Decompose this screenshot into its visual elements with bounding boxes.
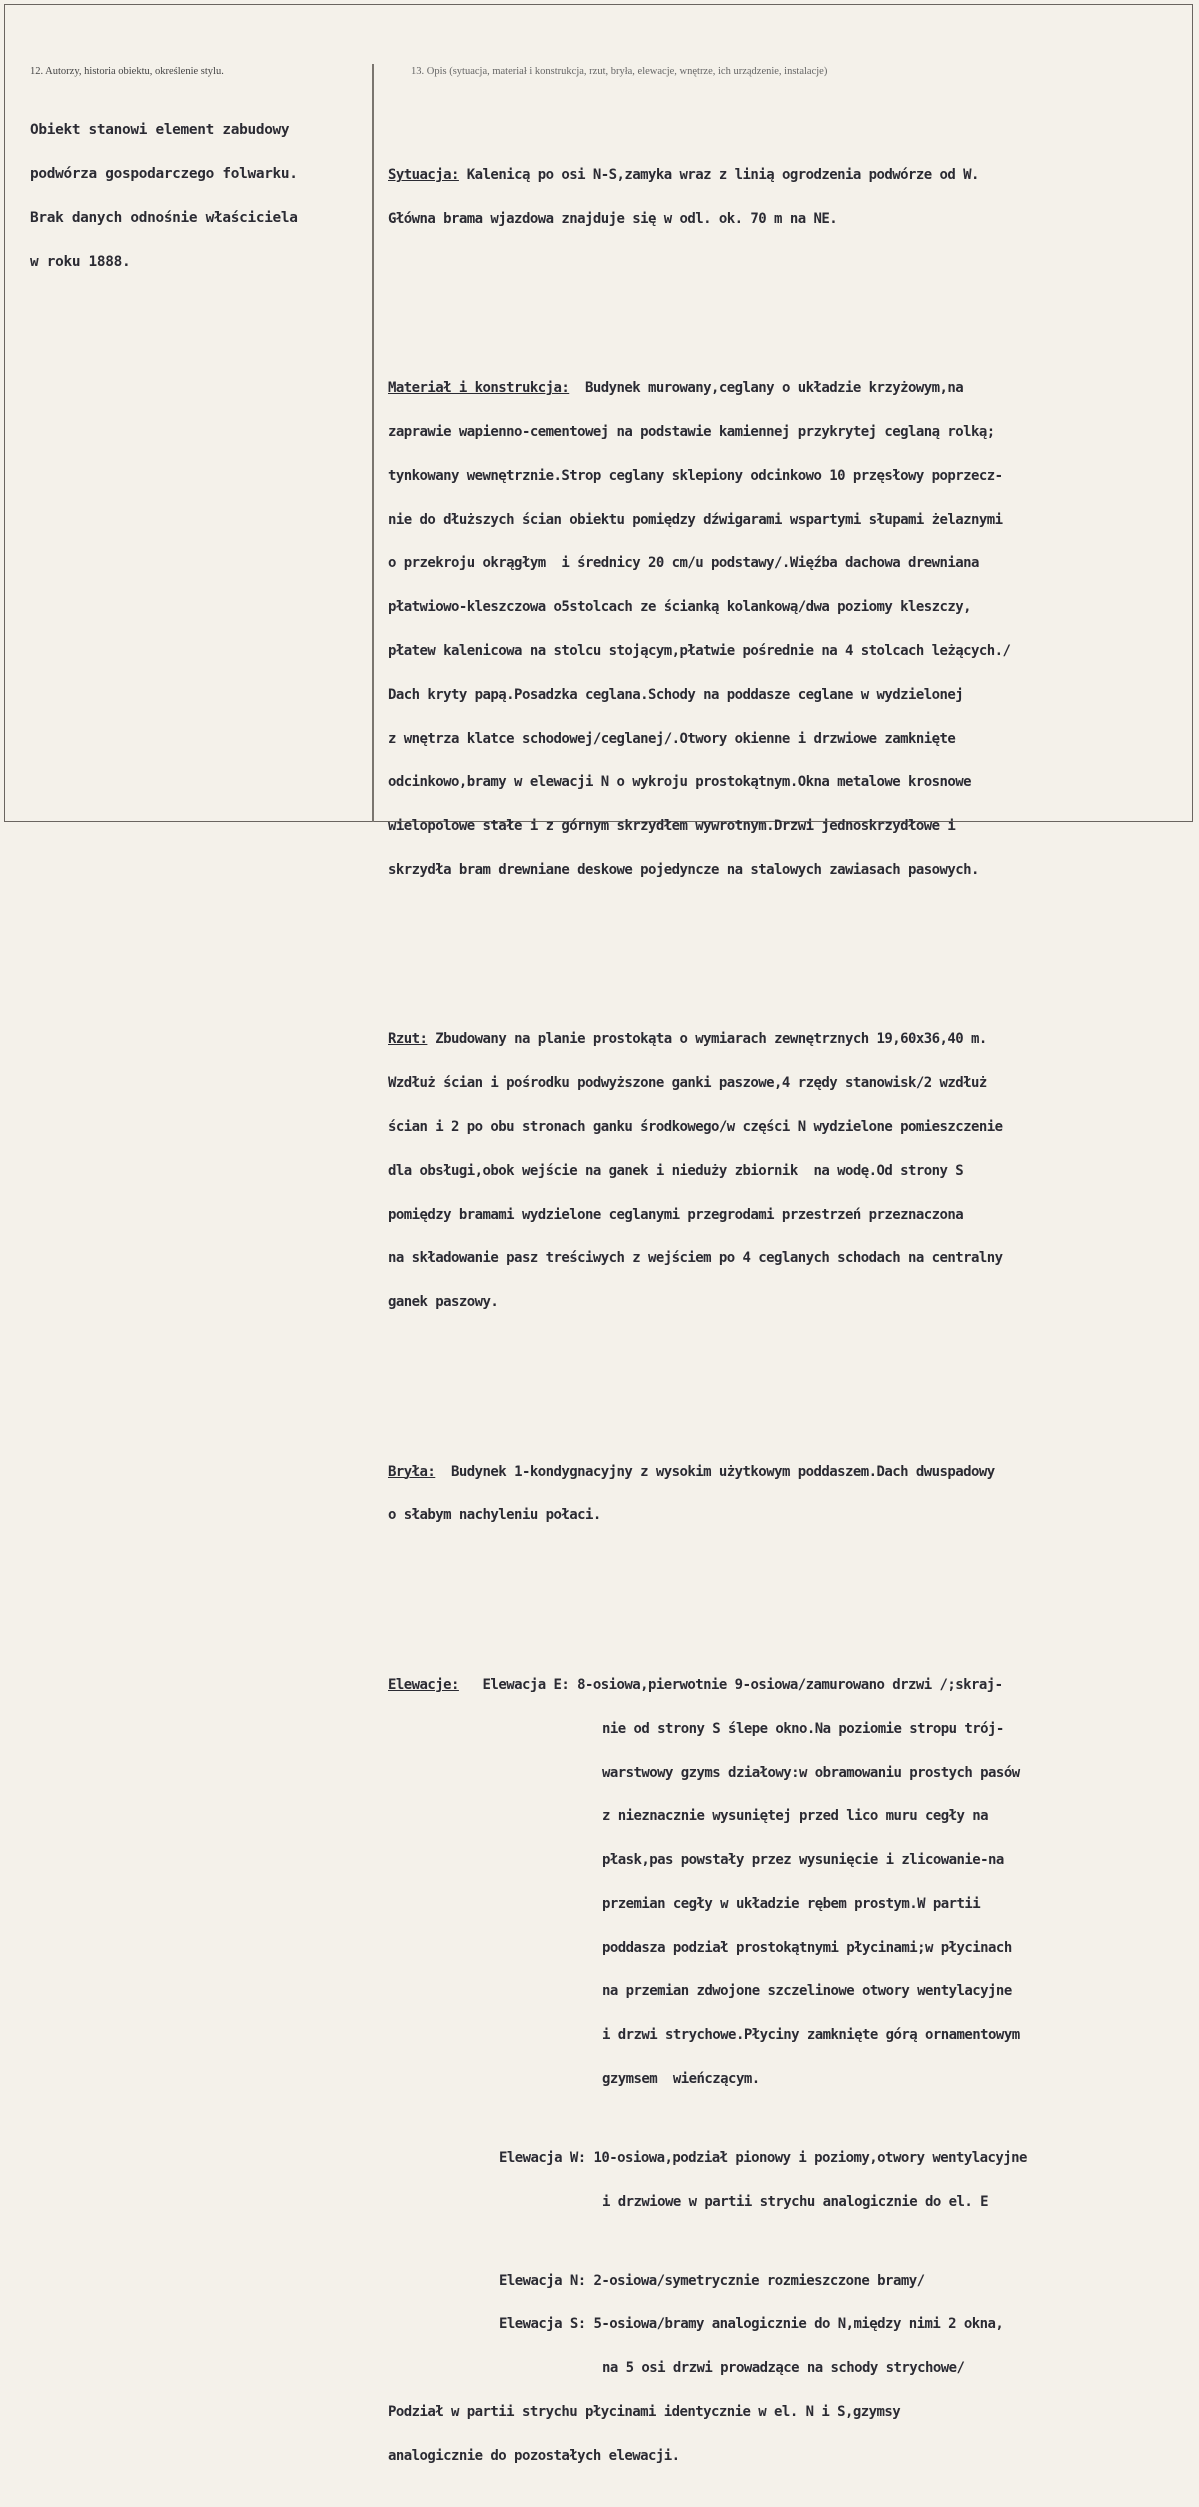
- text-line: i drzwi strychowe.Płyciny zamknięte górą ornamentowym: [602, 2027, 1020, 2044]
- text-line: Budynek murowany,ceglany o układzie krzyżowym,na: [569, 380, 964, 397]
- section-12-body: [30, 93, 298, 285]
- elewacja-w-label: Elewacja W:: [499, 2149, 594, 2166]
- text-line: o słabym nachyleniu połaci.: [388, 1507, 601, 1524]
- text-line: wielopolowe stałe i z górnym skrzydłem wywrotnym.Drzwi jednoskrzydłowe i: [388, 818, 956, 835]
- text-line: Wzdłuż ścian i pośrodku podwyższone ganki paszowe,4 rzędy stanowisk/2 wzdłuż: [388, 1075, 987, 1092]
- text-line: odcinkowo,bramy w elewacji N o wykroju prostokątnym.Okna metalowe krosnowe: [388, 774, 972, 791]
- text-line: z wnętrza klatce schodowej/ceglanej/.Otwory okienne i drzwiowe zamknięte: [388, 730, 956, 747]
- text-line: 10-osiowa,podział pionowy i poziomy,otwory wentylacyjne: [593, 2149, 1027, 2166]
- text-line: o przekroju okrągłym i średnicy 20 cm/u podstawy/.Więźba dachowa drewniana: [388, 555, 979, 572]
- text-line: dla obsługi,obok wejście na ganek i nieduży zbiornik na wodę.Od strony S: [388, 1162, 964, 1179]
- text-line: w roku 1888.: [30, 254, 131, 271]
- text-line: Zbudowany na planie prostokąta o wymiarach zewnętrznych 19,60x36,40 m.: [427, 1031, 987, 1048]
- elewacja-e-label: Elewacja E:: [458, 1676, 578, 1693]
- elewacje-section: [388, 1649, 1027, 2493]
- elewacja-n-label: Elewacja N:: [499, 2272, 594, 2289]
- text-line: Obiekt stanowi element zabudowy: [30, 121, 290, 138]
- material-section: [388, 352, 1027, 907]
- sytuacja-section: [388, 139, 1027, 256]
- column-divider: [372, 64, 374, 822]
- text-line: zaprawie wapienno-cementowej na podstawie kamiennej przykrytej ceglaną rolką;: [388, 424, 995, 441]
- text-line: nie od strony S ślepe okno.Na poziomie stropu trój-: [602, 1720, 1004, 1737]
- text-line: z nieznacznie wysuniętej przed lico muru cegły na: [602, 1808, 989, 1825]
- bryla-section: [388, 1435, 1027, 1552]
- rzut-section: [388, 1003, 1027, 1339]
- text-line: na składowanie pasz treściwych z wejściem po 4 ceglanych schodach na centralny: [388, 1250, 1003, 1267]
- text-line: warstwowy gzyms działowy:w obramowaniu prostych pasów: [602, 1764, 1020, 1781]
- text-line: poddasza podział prostokątnymi płycinami;w płycinach: [602, 1939, 1012, 1956]
- section-13-body: [388, 95, 1027, 2507]
- material-label: Materiał i konstrukcja:: [388, 380, 570, 397]
- text-line: i drzwiowe w partii strychu analogicznie do el. E: [602, 2193, 989, 2210]
- text-line: płatwiowo-kleszczowa o5stolcach ze ścianką kolankową/dwa poziomy kleszczy,: [388, 599, 972, 616]
- text-line: Budynek 1-kondygnacyjny z wysokim użytkowym poddaszem.Dach dwuspadowy: [435, 1463, 995, 1480]
- text-line: tynkowany wewnętrznie.Strop ceglany sklepiony odcinkowo 10 przęsłowy poprzecz-: [388, 467, 1003, 484]
- text-line: gzymsem wieńczącym.: [602, 2070, 760, 2087]
- text-line: płask,pas powstały przez wysunięcie i zlicowanie-na: [602, 1852, 1004, 1869]
- text-line: Dach kryty papą.Posadzka ceglana.Schody na poddasze ceglane w wydzielonej: [388, 686, 964, 703]
- text-line: na przemian zdwojone szczelinowe otwory wentylacyjne: [602, 1983, 1012, 2000]
- text-line: Podział w partii strychu płycinami identycznie w el. N i S,gzymsy: [388, 2404, 901, 2421]
- text-line: Brak danych odnośnie właściciela: [30, 209, 298, 226]
- elewacje-label: Elewacje:: [388, 1676, 459, 1693]
- rzut-label: Rzut:: [388, 1031, 428, 1048]
- text-line: 2-osiowa/symetrycznie rozmieszczone bramy/: [593, 2272, 925, 2289]
- text-line: ganek paszowy.: [388, 1294, 499, 1311]
- text-line: analogicznie do pozostałych elewacji.: [388, 2447, 680, 2464]
- text-line: nie do dłuższych ścian obiektu pomiędzy dźwigarami wspartymi słupami żelaznymi: [388, 511, 1003, 528]
- text-line: przemian cegły w układzie rębem prostym.W partii: [602, 1895, 981, 1912]
- text-line: na 5 osi drzwi prowadzące na schody strychowe/: [602, 2360, 965, 2377]
- bryla-label: Bryła:: [388, 1463, 436, 1480]
- text-line: 5-osiowa/bramy analogicznie do N,między nimi 2 okna,: [593, 2316, 1004, 2333]
- section-13-header: 13. Opis (sytuacja, materiał i konstrukcja, rzut, bryła, elewacje, wnętrze, ich urządzenie, instalacje): [411, 66, 828, 77]
- text-line: Główna brama wjazdowa znajduje się w odl. ok. 70 m na NE.: [388, 210, 838, 227]
- elewacja-s-label: Elewacja S:: [499, 2316, 594, 2333]
- text-line: ścian i 2 po obu stronach ganku środkowego/w części N wydzielone pomieszczenie: [388, 1118, 1003, 1135]
- text-line: pomiędzy bramami wydzielone ceglanymi przegrodami przestrzeń przeznaczona: [388, 1206, 964, 1223]
- sytuacja-label: Sytuacja:: [388, 166, 459, 183]
- text-line: podwórza gospodarczego folwarku.: [30, 165, 298, 182]
- text-line: skrzydła bram drewniane deskowe pojedyncze na stalowych zawiasach pasowych.: [388, 861, 979, 878]
- text-line: Kalenicą po osi N-S,zamyka wraz z linią ogrodzenia podwórze od W.: [458, 166, 979, 183]
- text-line: płatew kalenicowa na stolcu stojącym,płatwie pośrednie na 4 stolcach leżących./: [388, 642, 1011, 659]
- section-12-header: 12. Autorzy, historia obiektu, określenie stylu.: [30, 66, 224, 77]
- text-line: 8-osiowa,pierwotnie 9-osiowa/zamurowano drzwi /;skraj-: [577, 1676, 1003, 1693]
